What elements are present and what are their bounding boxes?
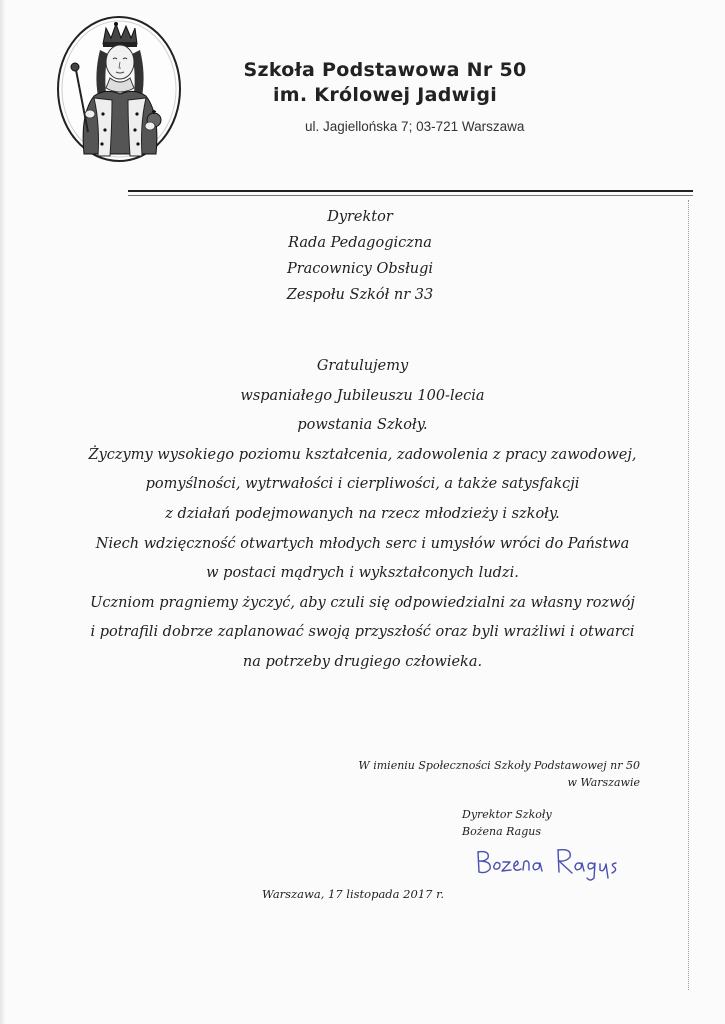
queen-jadwiga-portrait-icon — [54, 14, 184, 164]
margin-rule — [688, 200, 689, 990]
closing-line: W imieniu Społeczności Szkoły Podstawowej nr 50 — [358, 759, 640, 772]
header-divider — [128, 190, 693, 192]
body-line: z działań podejmowanych na rzecz młodzieży i szkoły. — [165, 505, 560, 522]
body-line: i potrafili dobrze zaplanować swoją przyszłość oraz byli wrażliwi i otwarci — [90, 624, 635, 641]
closing-block — [340, 757, 640, 791]
recipient-line: Pracownicy Obsługi — [286, 261, 434, 277]
closing-line: w Warszawie — [567, 776, 640, 789]
body-line: Gratulujemy — [316, 358, 409, 374]
recipient-line: Dyrektor — [327, 209, 393, 225]
body-line: Niech wdzięczność otwartych młodych serc i umysłów wróci do Państwa — [95, 535, 630, 552]
body-line: wspaniałego Jubileuszu 100-lecia — [240, 387, 485, 404]
school-patron: im. Królowej Jadwigi — [272, 84, 498, 106]
header-divider-thin — [128, 195, 693, 196]
recipient-line: Rada Pedagogiczna — [288, 235, 432, 251]
dateline: Warszawa, 17 listopada 2017 r. — [262, 887, 444, 901]
body-line: pomyślności, wytrwałości i cierpliwości, a także satysfakcji — [145, 476, 580, 493]
school-address: ul. Jagiellońska 7; 03-721 Warszawa — [305, 119, 525, 134]
signatory-name: Bożena Ragus — [462, 825, 542, 838]
signatory-title: Dyrektor Szkoły — [462, 808, 552, 821]
school-name: Szkoła Podstawowa Nr 50 — [243, 59, 527, 81]
body-line: na potrzeby drugiego człowieka. — [242, 653, 483, 670]
body-line: Życzymy wysokiego poziomu kształcenia, zadowolenia z pracy zawodowej, — [88, 446, 637, 463]
scan-edge-shadow — [0, 0, 6, 1024]
letter-body — [60, 352, 665, 678]
recipient-line: Zespołu Szkół nr 33 — [286, 287, 434, 303]
body-line: w postaci mądrych i wykształconych ludzi. — [206, 565, 519, 582]
body-line: powstania Szkoły. — [297, 417, 428, 434]
recipients-block — [180, 204, 540, 308]
signatory-block — [462, 806, 592, 840]
body-line: Uczniom pragniemy życzyć, aby czuli się odpowiedzialni za własny rozwój — [90, 594, 635, 611]
handwritten-signature — [470, 842, 630, 882]
letterhead — [215, 58, 555, 134]
